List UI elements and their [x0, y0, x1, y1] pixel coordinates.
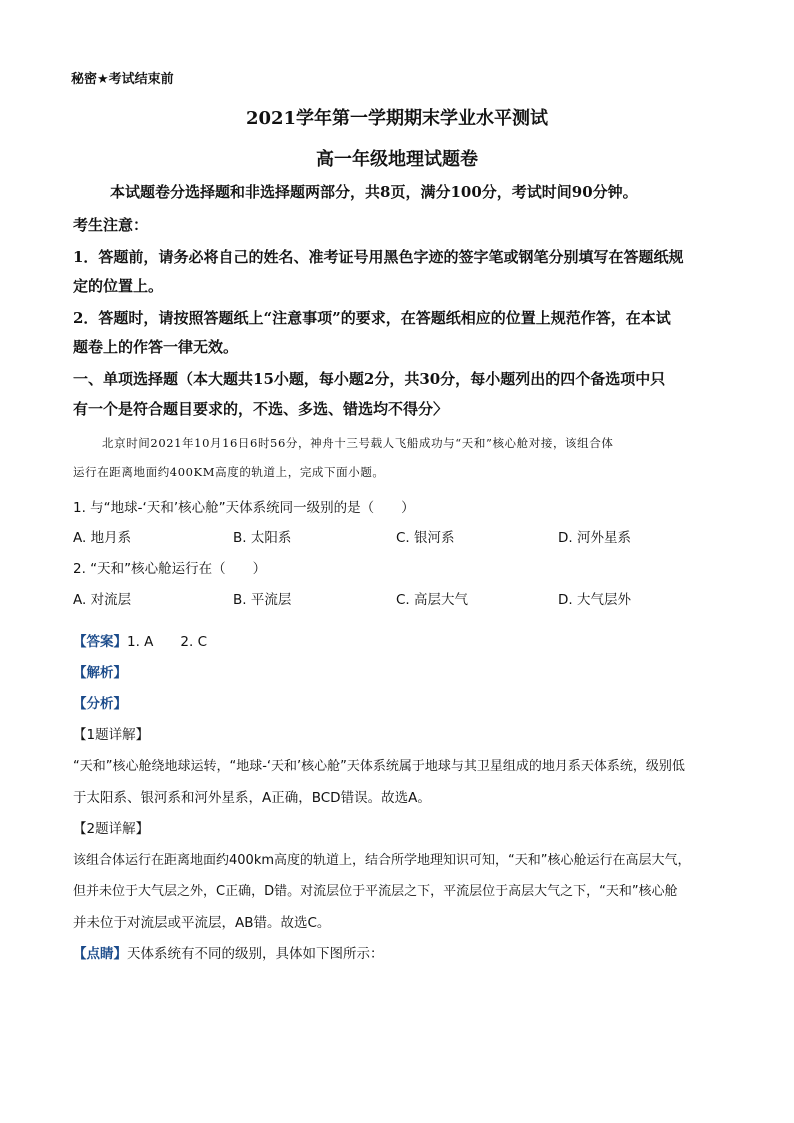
notice-heading: 考生注意： — [73, 216, 149, 234]
fenxi-label: 【分析】 — [73, 696, 127, 712]
question-1-option-b: B. 太阳系 — [233, 530, 292, 546]
question-2-option-c: C. 高层大气 — [396, 592, 469, 608]
passage-line-2: 运行在距离地面约400KM高度的轨道上，完成下面小题。 — [73, 465, 385, 479]
notice-2-line-1: 2．答题时，请按照答题纸上“注意事项”的要求，在答题纸相应的位置上规范作答，在本试 — [73, 309, 671, 327]
dianjing-label: 【点睛】 — [73, 946, 127, 962]
passage-line-1: 北京时间2021年10月16日6时56分，神舟十三号载人飞船成功与“天和”核心舱对接，该组合体 — [102, 436, 614, 450]
notice-1-line-2: 定的位置上。 — [73, 277, 164, 295]
dianjing-line — [73, 942, 384, 962]
q2-detail-line-2: 但并未位于大气层之外，C正确，D错。对流层位于平流层之下，平流层位于高层大气之下，“天和”核心舱 — [73, 884, 678, 899]
answer-value: 1. A 2. C — [127, 634, 208, 650]
section-heading-line-2: 有一个是符合题目要求的，不选、多选、错选均不得分〉 — [73, 400, 449, 418]
confidential-mark: 秘密★考试结束前 — [71, 72, 174, 87]
section-heading-line-1: 一、单项选择题（本大题共15小题，每小题2分，共30分，每小题列出的四个备选项中只 — [73, 370, 666, 388]
question-2-stem: 2. “天和”核心舱运行在（ ） — [73, 561, 267, 577]
question-2-option-a: A. 对流层 — [73, 592, 132, 608]
question-1-option-d: D. 河外星系 — [558, 530, 631, 546]
exam-subtitle: 高一年级地理试题卷 — [316, 149, 478, 170]
answer-label: 【答案】 — [73, 634, 127, 650]
q1-detail-line-2: 于太阳系、银河系和河外星系，A正确，BCD错误。故选A。 — [73, 790, 431, 806]
q1-detail-heading: 【1题详解】 — [73, 727, 150, 743]
question-1-option-a: A. 地月系 — [73, 530, 132, 546]
dianjing-text: 天体系统有不同的级别，具体如下图所示： — [127, 946, 384, 962]
answer-line — [73, 630, 207, 650]
question-2-option-b: B. 平流层 — [233, 592, 292, 608]
q2-detail-line-1: 该组合体运行在距离地面约400km高度的轨道上，结合所学地理知识可知，“天和”核心舱运行在高层大气， — [73, 853, 691, 868]
q2-detail-heading: 【2题详解】 — [73, 821, 150, 837]
question-1-stem: 1. 与“地球-‘天和’核心舱”天体系统同一级别的是（ ） — [73, 500, 415, 516]
notice-1-line-1: 1．答题前，请务必将自己的姓名、准考证号用黑色字迹的签字笔或钢笔分别填写在答题纸规 — [73, 248, 684, 266]
question-1-option-c: C. 银河系 — [396, 530, 455, 546]
q2-detail-line-3: 并未位于对流层或平流层，AB错。故选C。 — [73, 915, 331, 931]
exam-title: 2021学年第一学期期末学业水平测试 — [245, 108, 549, 129]
notice-2-line-2: 题卷上的作答一律无效。 — [73, 338, 239, 356]
question-2-option-d: D. 大气层外 — [558, 592, 631, 608]
exam-summary: 本试题卷分选择题和非选择题两部分，共8页，满分100分，考试时间90分钟。 — [110, 183, 638, 201]
jiexi-label: 【解析】 — [73, 665, 127, 681]
q1-detail-line-1: “天和”核心舱绕地球运转，“地球-‘天和’核心舱”天体系统属于地球与其卫星组成的地月系天体系统，级别低 — [73, 759, 685, 774]
